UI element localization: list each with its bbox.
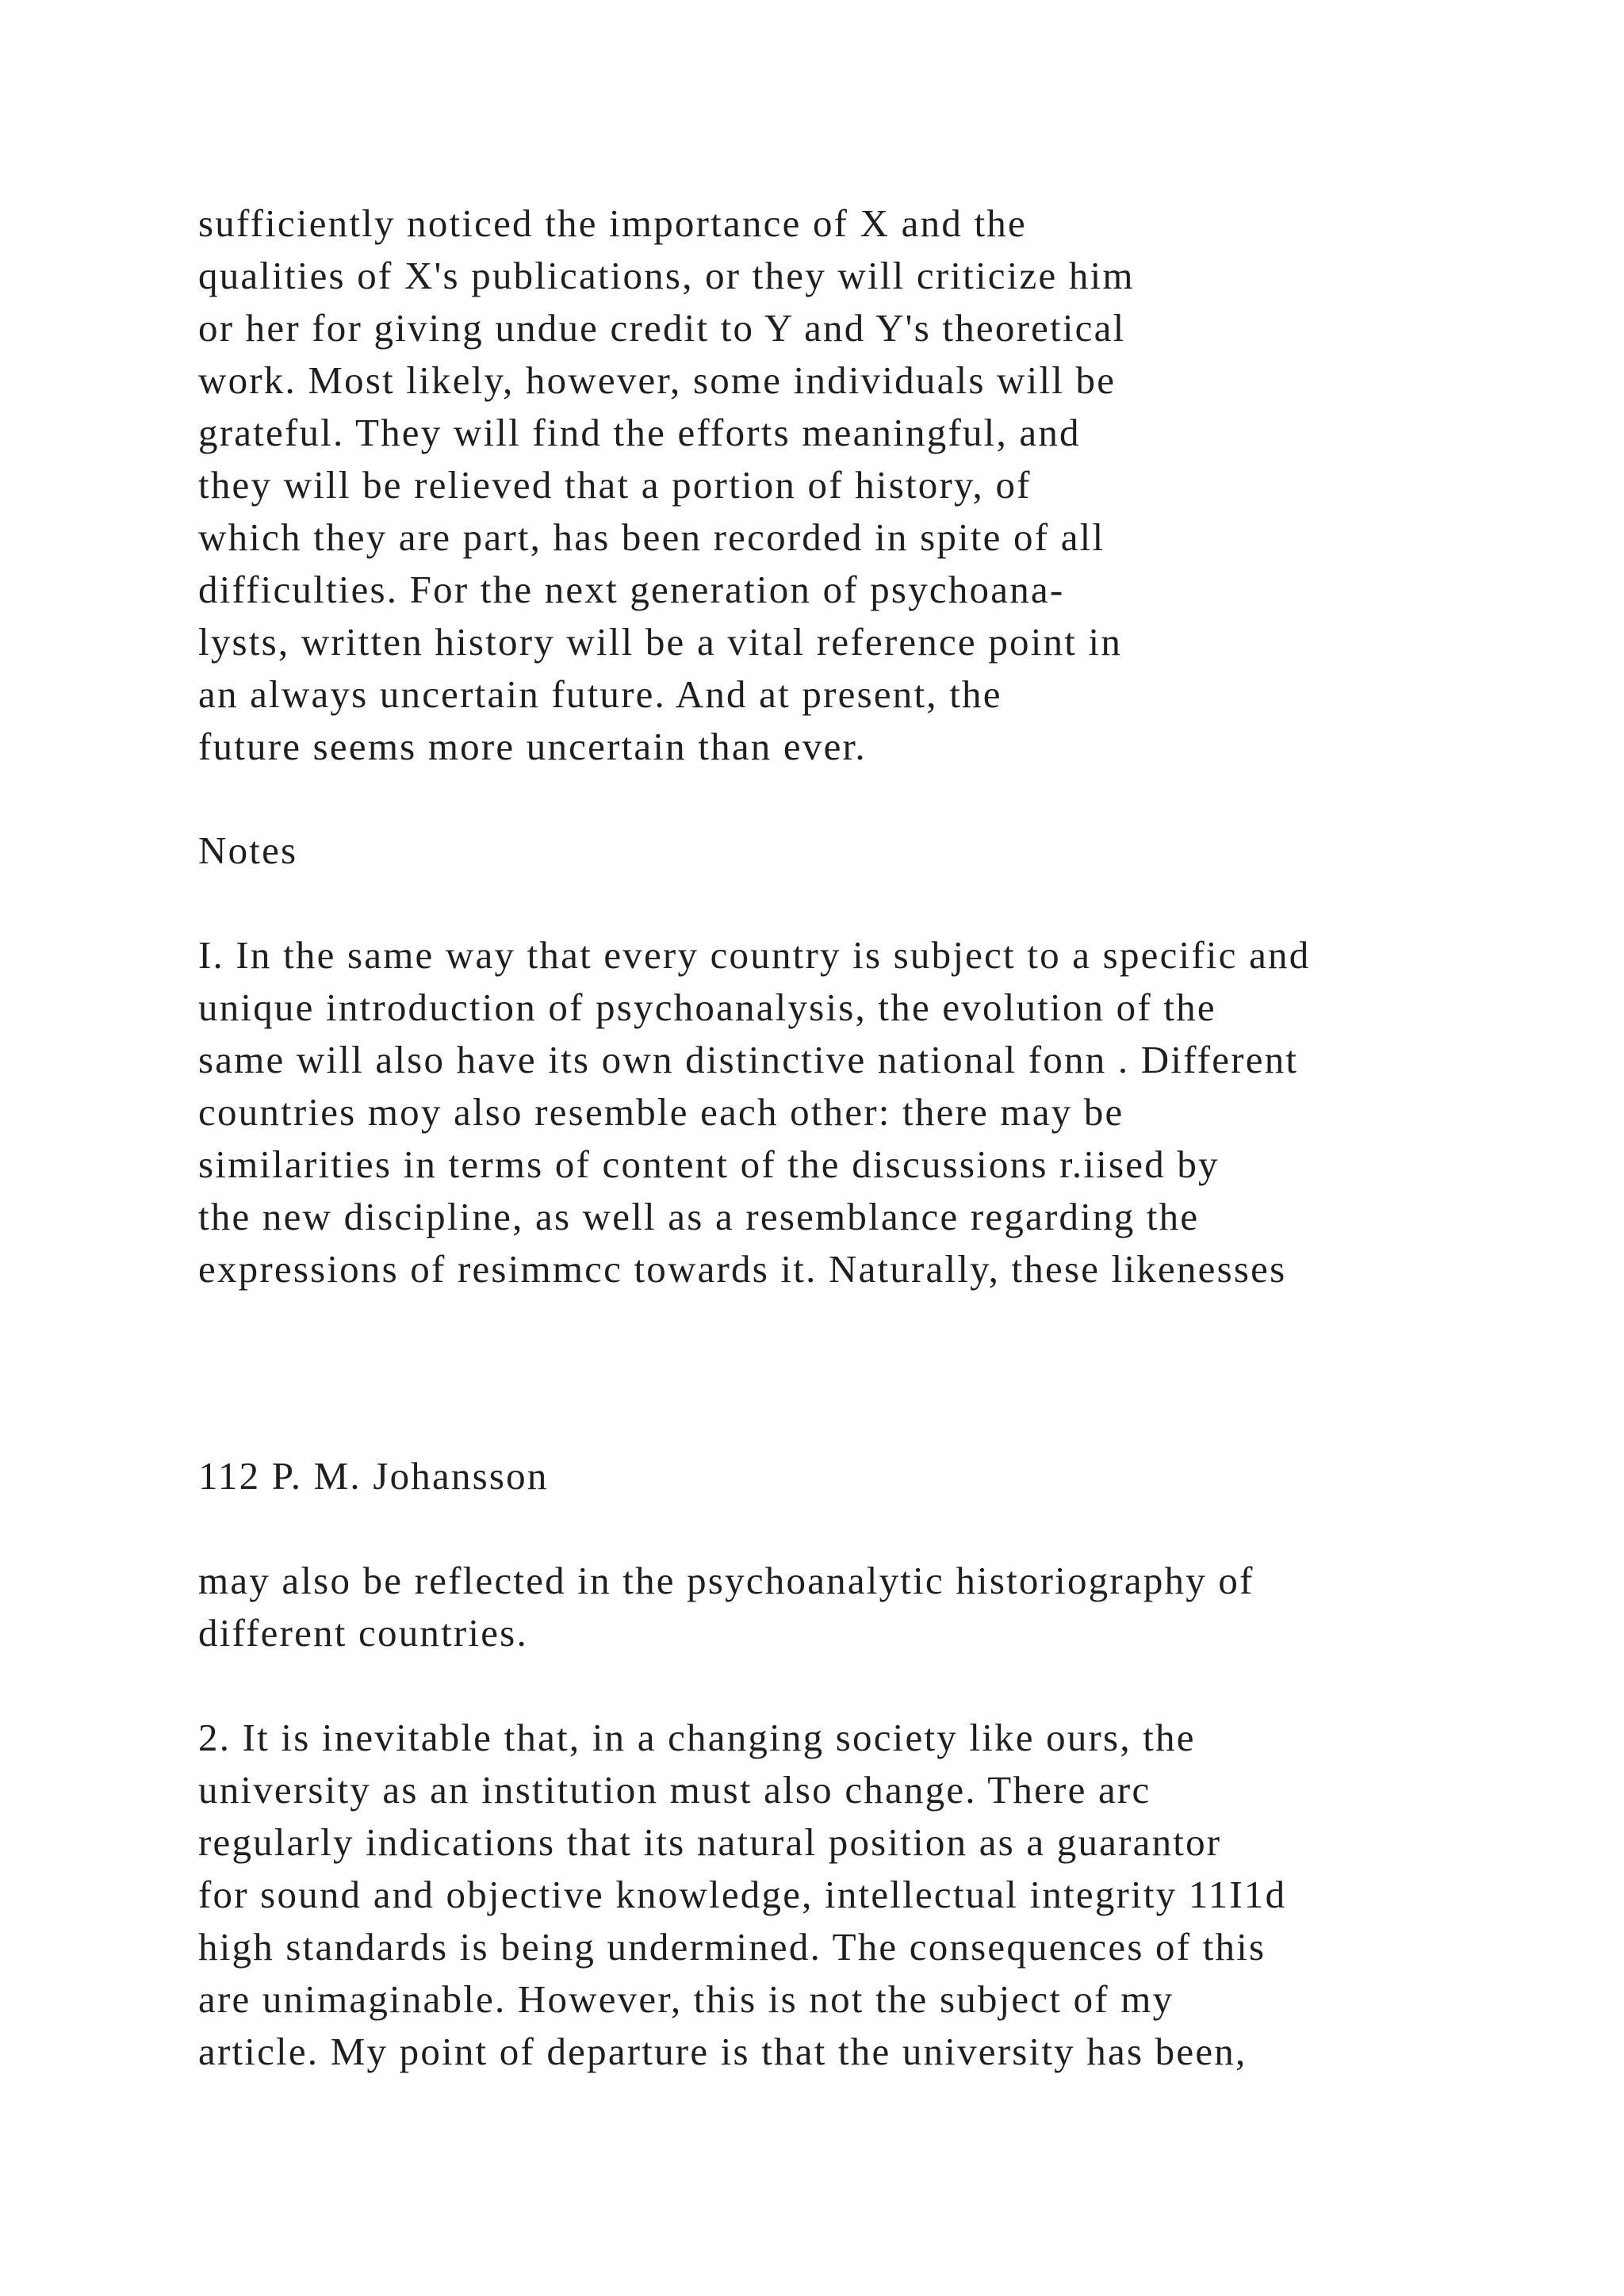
text-line: 2. It is inevitable that, in a changing society like ours, the [198,1716,1196,1759]
text-line: lysts, written history will be a vital reference point in [198,620,1123,664]
text-line: or her for giving undue credit to Y and Y's theoretical [198,306,1126,350]
text-line: work. Most likely, however, some individuals will be [198,358,1116,402]
text-line: may also be reflected in the psychoanalytic historiography of [198,1559,1254,1602]
text-line: countries moy also resemble each other: there may be [198,1090,1124,1134]
note-1 [198,929,1310,1295]
notes-heading-block [198,825,297,877]
text-line: different countries. [198,1611,528,1655]
text-line: I. In the same way that every country is subject to a specific and [198,933,1311,977]
body-paragraph [198,197,1135,773]
text-line: they will be relieved that a portion of history, of [198,463,1032,507]
text-line: future seems more uncertain than ever. [198,725,867,768]
text-line: sufficiently noticed the importance of X and the [198,201,1027,245]
notes-heading: Notes [198,828,298,872]
text-line: similarities in terms of content of the discussions r.iised by [198,1142,1220,1186]
text-line: for sound and objective knowledge, intellectual integrity 11I1d [198,1873,1287,1916]
page-header-block [198,1450,549,1502]
text-line: are unimaginable. However, this is not the subject of my [198,1977,1174,2021]
text-line: the new discipline, as well as a resemblance regarding the [198,1195,1200,1238]
note-2 [198,1712,1286,2078]
text-line: an always uncertain future. And at present, the [198,672,1002,716]
page-header: 112 P. M. Johansson [198,1454,549,1498]
text-line: high standards is being undermined. The consequences of this [198,1925,1266,1969]
text-line: expressions of resimmcc towards it. Naturally, these likenesses [198,1247,1287,1291]
text-line: article. My point of departure is that the university has been, [198,2030,1247,2073]
text-line: university as an institution must also change. There arc [198,1768,1151,1812]
text-line: which they are part, has been recorded in spite of all [198,515,1105,559]
text-line: unique introduction of psychoanalysis, the evolution of the [198,985,1216,1029]
text-line: difficulties. For the next generation of psychoana- [198,568,1065,611]
note-1-continued [198,1555,1254,1659]
text-line: regularly indications that its natural position as a guarantor [198,1820,1222,1864]
text-line: qualities of X's publications, or they will criticize him [198,254,1135,297]
text-line: grateful. They will find the efforts meaningful, and [198,411,1081,454]
text-line: same will also have its own distinctive national fonn . Different [198,1038,1299,1081]
